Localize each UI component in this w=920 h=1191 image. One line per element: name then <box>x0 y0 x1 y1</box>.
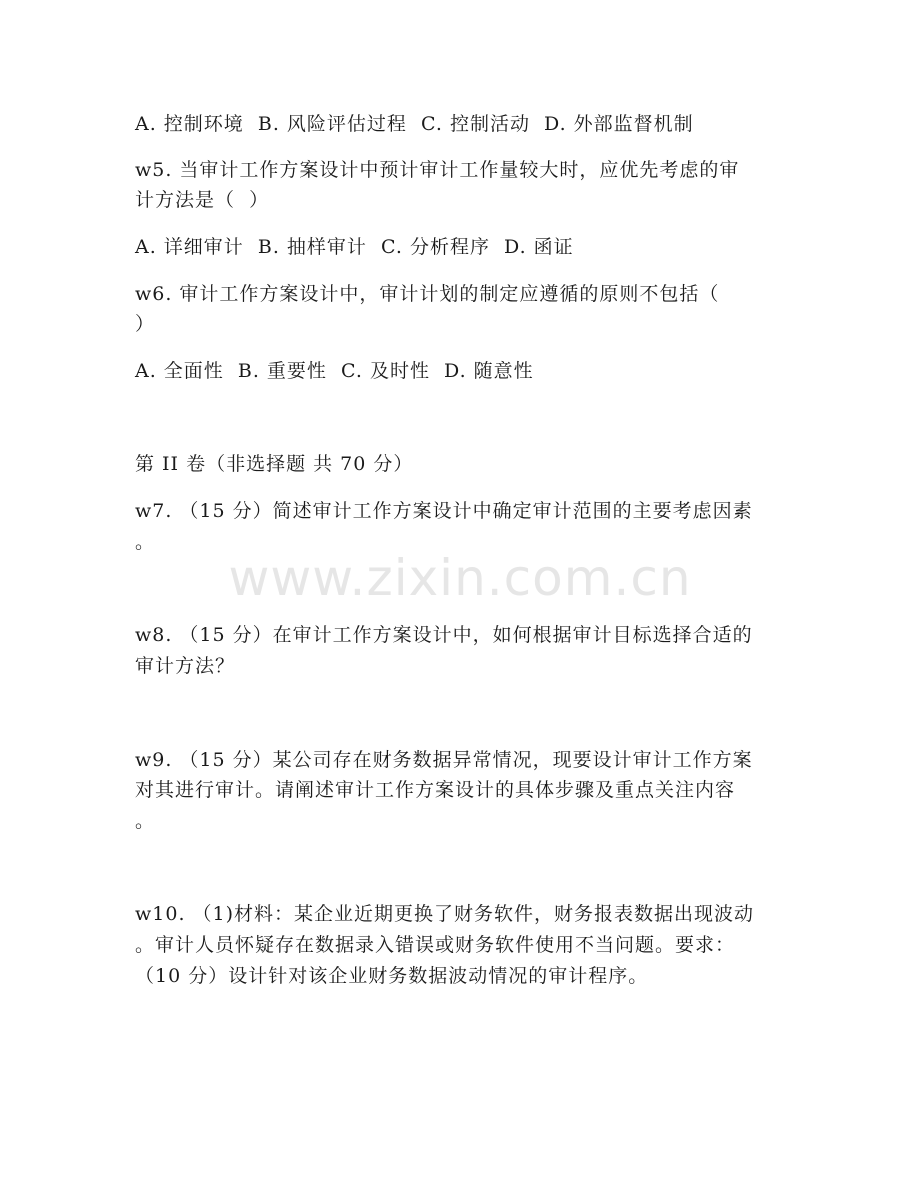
q9-line1: w9. （15 分）某公司存在财务数据异常情况，现要设计审计工作方案 <box>135 749 753 771</box>
section-heading: 第 II 卷（非选择题 共 70 分） <box>135 453 414 475</box>
q6-stem-line2: ） <box>135 313 156 335</box>
q10-line1: w10. （1)材料：某企业近期更换了财务软件，财务报表数据出现波动 <box>135 903 755 925</box>
q7-line1: w7. （15 分）简述审计工作方案设计中确定审计范围的主要考虑因素 <box>135 500 753 522</box>
q10-line2: 。审计人员怀疑存在数据录入错误或财务软件使用不当问题。要求： <box>135 934 736 956</box>
watermark: www.zixin.com.cn <box>228 549 692 607</box>
q9-line2: 对其进行审计。请阐述审计工作方案设计的具体步骤及重点关注内容 <box>135 779 736 801</box>
q6-options: A. 全面性 B. 重要性 C. 及时性 D. 随意性 <box>135 360 534 382</box>
q6-stem-line1: w6. 审计工作方案设计中，审计计划的制定应遵循的原则不包括（ <box>135 283 720 305</box>
q4-options: A. 控制环境 B. 风险评估过程 C. 控制活动 D. 外部监督机制 <box>135 113 694 135</box>
q10-line3: （10 分）设计针对该企业财务数据波动情况的审计程序。 <box>135 965 649 987</box>
q8-line2: 审计方法？ <box>135 655 236 677</box>
q8-line1: w8. （15 分）在审计工作方案设计中，如何根据审计目标选择合适的 <box>135 624 753 646</box>
q5-stem-line2: 计方法是（ ） <box>135 189 270 211</box>
q9-line3: 。 <box>135 810 156 832</box>
q7-line2: 。 <box>135 531 156 553</box>
q5-options: A. 详细审计 B. 抽样审计 C. 分析程序 D. 函证 <box>135 236 574 258</box>
q5-stem-line1: w5. 当审计工作方案设计中预计审计工作量较大时，应优先考虑的审 <box>135 159 740 181</box>
